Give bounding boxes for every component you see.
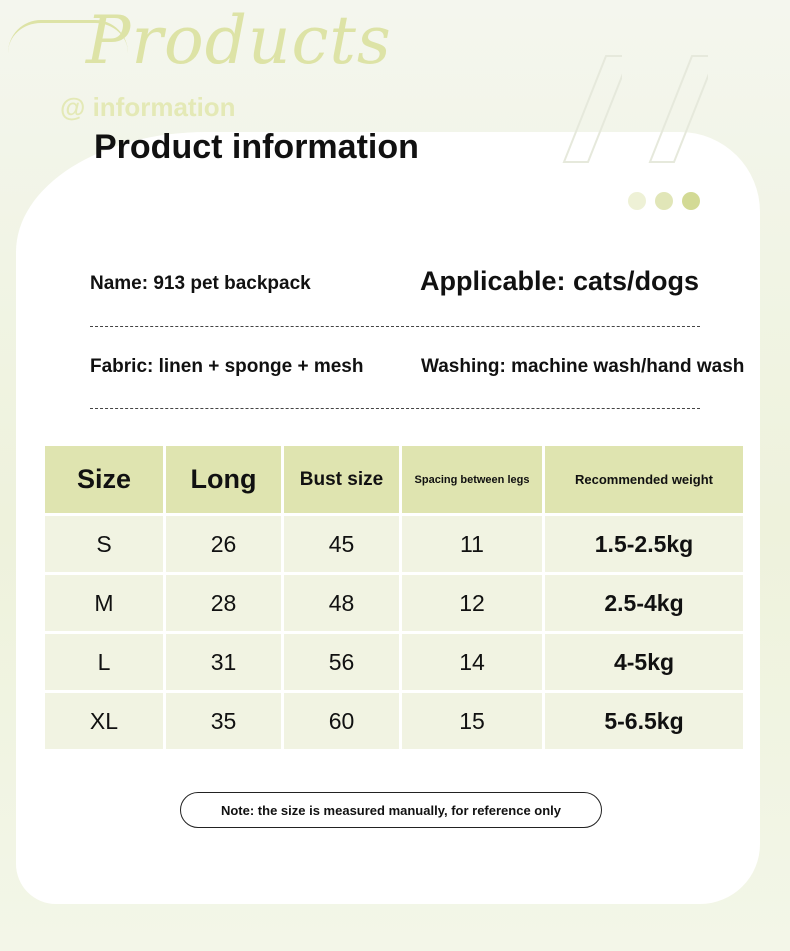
legs-cell: 12 [402, 575, 542, 631]
weight-cell: 2.5-4kg [545, 575, 743, 631]
product-name: Name: 913 pet backpack [90, 273, 311, 294]
size-table [42, 443, 746, 752]
bust-cell: 56 [284, 634, 399, 690]
page-title: Product information [94, 128, 419, 166]
fabric-info: Fabric: linen + sponge + mesh [90, 356, 364, 377]
long-cell: 31 [166, 634, 281, 690]
bust-cell: 60 [284, 693, 399, 749]
applicable-pets: Applicable: cats/dogs [420, 266, 700, 296]
size-cell: XL [45, 693, 163, 749]
decorative-dots [628, 192, 700, 210]
size-cell: M [45, 575, 163, 631]
bust-cell: 48 [284, 575, 399, 631]
quote-mark-icon [648, 54, 708, 164]
weight-cell: 5-6.5kg [545, 693, 743, 749]
dot-icon [628, 192, 646, 210]
bust-cell: 45 [284, 516, 399, 572]
table-header-row [45, 446, 743, 513]
weight-cell: 1.5-2.5kg [545, 516, 743, 572]
header-size: Size [45, 446, 163, 513]
dashed-divider [90, 326, 700, 327]
measurement-note: Note: the size is measured manually, for reference only [180, 792, 602, 828]
washing-info: Washing: machine wash/hand wash [421, 356, 745, 377]
long-cell: 35 [166, 693, 281, 749]
dot-icon [682, 192, 700, 210]
long-cell: 26 [166, 516, 281, 572]
products-script-title: Products [86, 2, 392, 79]
weight-cell: 4-5kg [545, 634, 743, 690]
legs-cell: 15 [402, 693, 542, 749]
table-row [45, 693, 743, 749]
header-recommended-weight: Recommended weight [545, 446, 743, 513]
long-cell: 28 [166, 575, 281, 631]
table-row [45, 575, 743, 631]
table-row [45, 516, 743, 572]
size-cell: S [45, 516, 163, 572]
legs-cell: 14 [402, 634, 542, 690]
quote-mark-icon [562, 54, 622, 164]
header-spacing-between-legs: Spacing between legs [402, 446, 542, 513]
table-row [45, 634, 743, 690]
header-long: Long [166, 446, 281, 513]
information-subtitle: @ information [60, 92, 236, 122]
dot-icon [655, 192, 673, 210]
legs-cell: 11 [402, 516, 542, 572]
dashed-divider [90, 408, 700, 409]
header-bust-size: Bust size [284, 446, 399, 513]
size-cell: L [45, 634, 163, 690]
